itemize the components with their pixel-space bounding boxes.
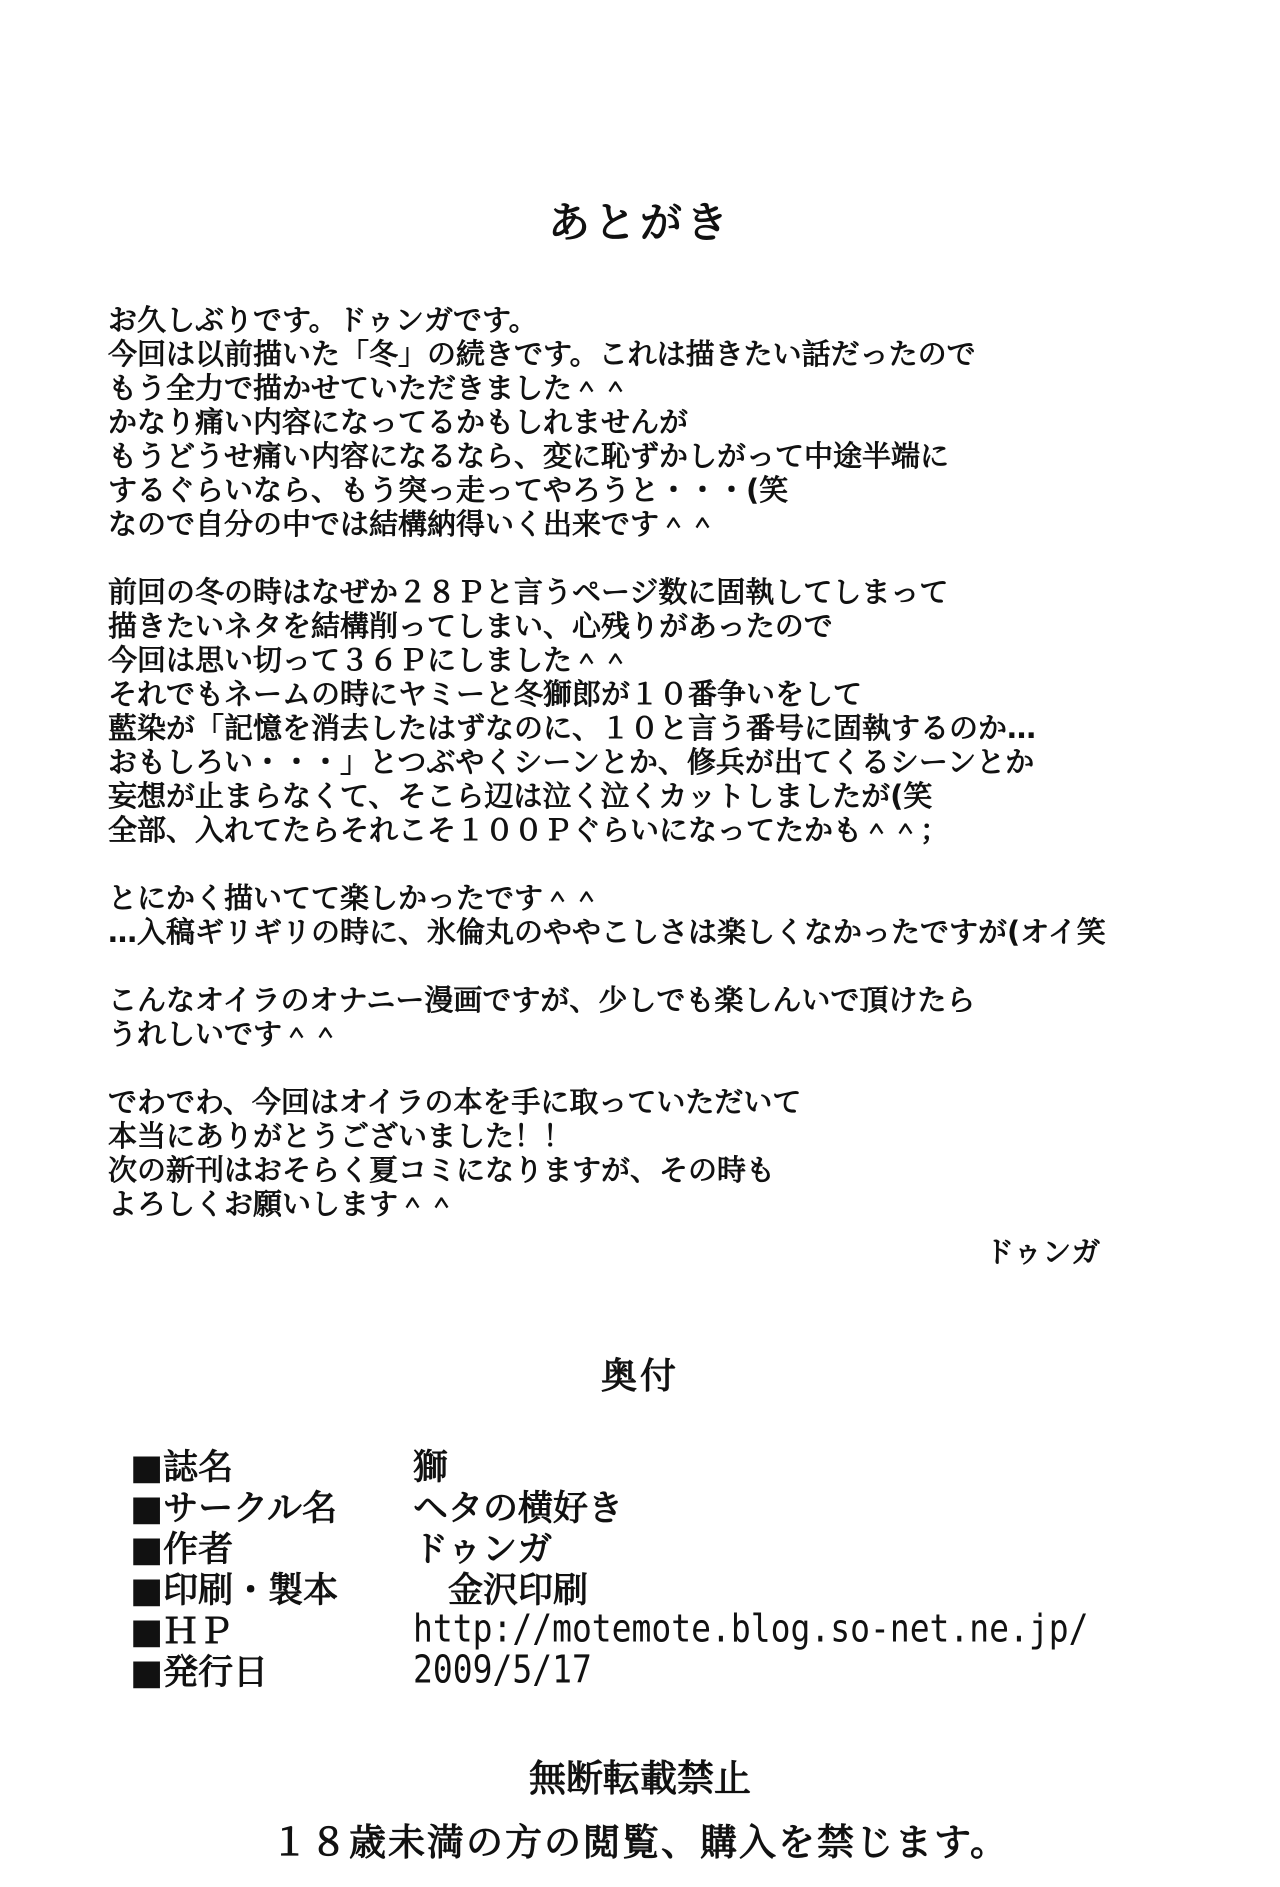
publish-date: 2009/5/17 (413, 1647, 592, 1692)
text-line: おもしろい・・・」とつぶやくシーンとか、修兵が出てくるシーンとか (108, 745, 1035, 779)
afterword-title: あとがき (547, 198, 732, 247)
text-line: 今回は思い切って３６Ｐにしました＾＾ (108, 643, 631, 677)
afterword-paragraph (108, 303, 1228, 541)
colophon-label: ■ＨＰ (130, 1611, 234, 1652)
text-line: もう全力で描かせていただきました＾＾ (108, 371, 631, 405)
text-line: 描きたいネタを結構削ってしまい、心残りがあったので (108, 609, 833, 643)
text-line: 今回は以前描いた「冬」の続きです。これは描きたい話だったので (108, 337, 976, 371)
colophon-table (130, 1444, 1230, 1693)
text-line: 前回の冬の時はなぜか２８Ｐと言うページ数に固執してしまって (108, 575, 949, 609)
homepage-url: http://motemote.blog.so-net.ne.jp/ (413, 1606, 1089, 1651)
colophon-value: 金沢印刷 (413, 1570, 589, 1611)
afterword-paragraph (108, 983, 1228, 1051)
author-signature: ドゥンガ (985, 1235, 1101, 1269)
text-line: 本当にありがとうございました！！ (108, 1119, 573, 1153)
text-line: こんなオイラのオナニー漫画ですが、少しでも楽しんいで頂けたら (108, 983, 976, 1017)
colophon-label: ■誌名 (130, 1447, 234, 1488)
colophon-row-homepage (130, 1606, 1230, 1652)
text-line: 藍染が「記憶を消去したはずなのに、１０と言う番号に固執するのか… (108, 711, 1037, 745)
text-line: それでもネームの時にヤミーと冬獅郎が１０番争いをして (108, 677, 863, 711)
text-line: なので自分の中では結構納得いく出来です＾＾ (108, 507, 718, 541)
colophon-value: 獅 (413, 1447, 449, 1488)
colophon-row-circle (130, 1485, 1230, 1529)
colophon-label: ■サークル名 (130, 1488, 338, 1529)
text-line: 次の新刊はおそらく夏コミになりますが、その時も (108, 1153, 776, 1187)
colophon-row-printer (130, 1567, 1230, 1611)
afterword-paragraph (108, 881, 1228, 949)
text-line: 妄想が止まらなくて、そこら辺は泣く泣くカットしましたが(笑 (108, 779, 933, 813)
colophon-label: ■印刷・製本 (130, 1570, 339, 1611)
colophon-row-date (130, 1647, 1230, 1693)
colophon-value: ドゥンガ (413, 1529, 553, 1570)
text-line: とにかく描いてて楽しかったです＾＾ (108, 881, 602, 915)
text-line: …入稿ギリギリの時に、氷倫丸のややこしさは楽しくなかったですが(オイ笑 (108, 915, 1106, 949)
text-line: 全部、入れてたらそれこそ１００Ｐぐらいになってたかも＾＾； (108, 813, 950, 847)
colophon-row-title (130, 1444, 1230, 1488)
colophon-label: ■発行日 (130, 1652, 269, 1693)
text-line: でわでわ、今回はオイラの本を手に取っていただいて (108, 1085, 802, 1119)
colophon-label: ■作者 (130, 1529, 234, 1570)
age-restriction-notice: １８歳未満の方の閲覧、購入を禁じます。 (270, 1821, 1010, 1864)
text-line: もうどうせ痛い内容になるなら、変に恥ずかしがって中途半端に (108, 439, 950, 473)
afterword-paragraph (108, 1085, 1228, 1221)
text-line: するぐらいなら、もう突っ走ってやろうと・・・(笑 (108, 473, 789, 507)
colophon-row-author (130, 1526, 1230, 1570)
afterword-body (108, 303, 1228, 1255)
no-reproduction-notice: 無断転載禁止 (529, 1757, 751, 1800)
afterword-paragraph (108, 575, 1228, 847)
text-line: よろしくお願いします＾＾ (108, 1187, 457, 1221)
text-line: お久しぶりです。ドゥンガです。 (108, 303, 538, 337)
colophon-value: ヘタの横好き (413, 1488, 624, 1529)
text-line: うれしいです＾＾ (108, 1017, 341, 1051)
colophon-title: 奥付 (600, 1356, 679, 1397)
text-line: かなり痛い内容になってるかもしれませんが (108, 405, 689, 439)
